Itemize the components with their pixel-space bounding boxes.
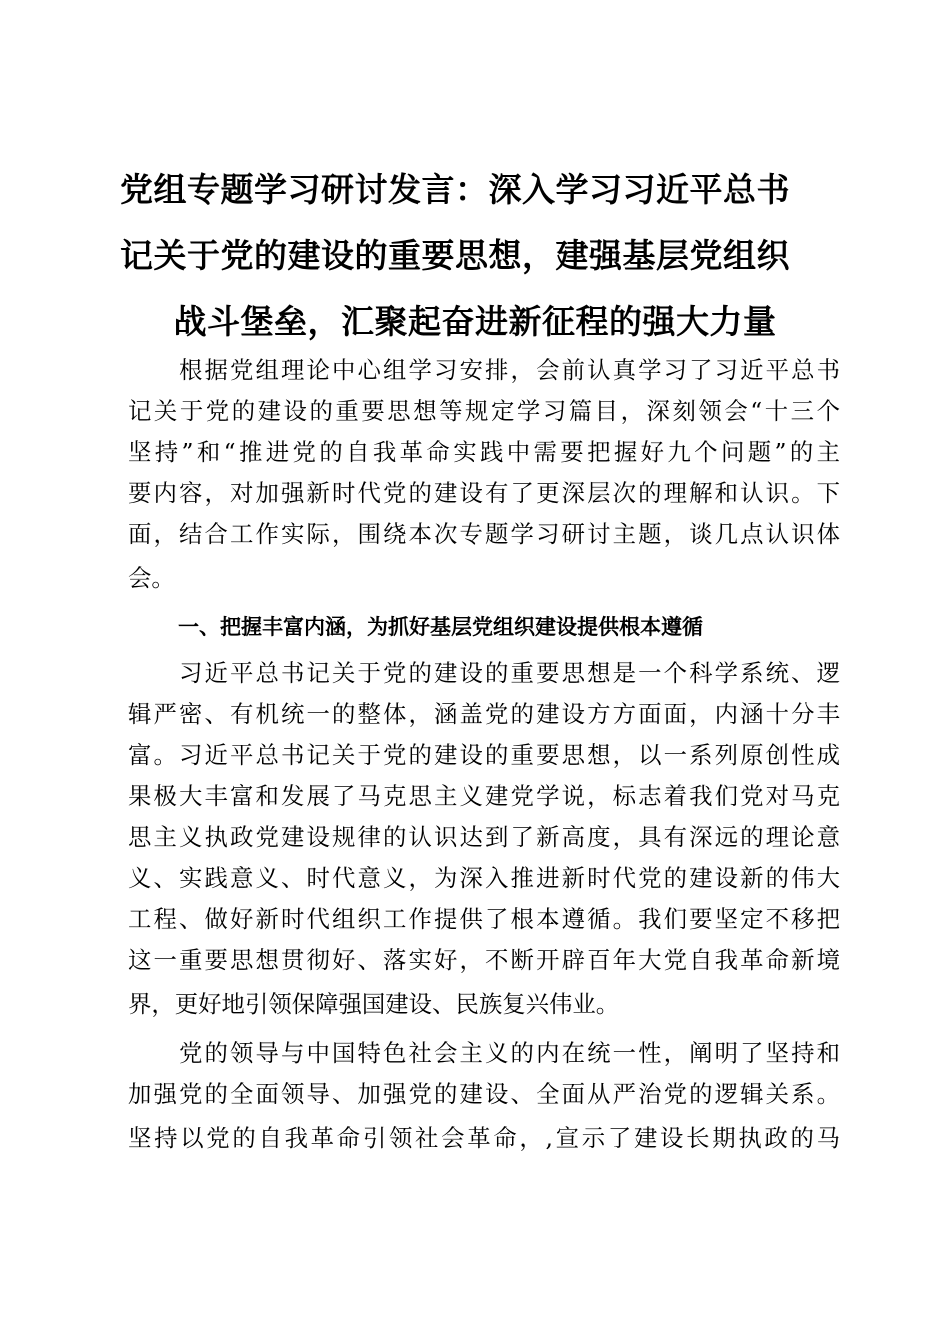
text-line: 党的领导与中国特色社会主义的内在统一性，阐明了坚持和 [128,1039,840,1067]
section-heading: 一、把握丰富内涵，为抓好基层党组织建设提供根本遵循 [178,615,703,639]
text-line: 根据党组理论中心组学习安排，会前认真学习了习近平总书 [128,356,840,384]
text-line: 记关于党的建设的重要思想等规定学习篇目，深刻领会“十三个 [128,397,840,425]
text-line: 辑严密、有机统一的整体，涵盖党的建设方方面面，内涵十分丰 [128,700,840,728]
text-line: 坚持以党的自我革命引领社会革命，,宣示了建设长期执政的马 [128,1124,840,1152]
paragraph-intro [128,350,840,601]
text-line: 坚持”和“推进党的自我革命实践中需要把握好九个问题”的主 [128,438,840,466]
text-line: 富。习近平总书记关于党的建设的重要思想，以一系列原创性成 [128,741,840,769]
text-line: 加强党的全面领导、加强党的建设、全面从严治党的逻辑关系。 [128,1080,840,1108]
title-line: 党组专题学习研讨发言：深入学习习近平总书 [120,170,790,209]
text-line: 面，结合工作实际，围绕本次专题学习研讨主题，谈几点认识体 [128,520,840,548]
document-title [120,168,830,350]
document-body [128,350,840,1161]
text-line: 要内容，对加强新时代党的建设有了更深层次的理解和认识。下 [128,479,840,507]
text-line: 果极大丰富和发展了马克思主义建党学说，标志着我们党对马克 [128,782,840,810]
text-line: 习近平总书记关于党的建设的重要思想是一个科学系统、逻 [128,659,840,687]
paragraph-section1 [128,653,840,1027]
text-line: 这一重要思想贯彻好、落实好，不断开辟百年大党自我革命新境 [128,946,840,974]
text-line: 思主义执政党建设规律的认识达到了新高度，具有深远的理论意 [128,823,840,851]
title-line: 记关于党的建设的重要思想，建强基层党组织 [120,236,790,275]
text-line: 义、实践意义、时代意义，为深入推进新时代党的建设新的伟大 [128,864,840,892]
text-line: 工程、做好新时代组织工作提供了根本遵循。我们要坚定不移把 [128,905,840,933]
title-line: 战斗堡垒，汇聚起奋进新征程的强大力量 [173,302,777,341]
text-line: 会。 [128,564,175,592]
text-line: 界，更好地引领保障强国建设、民族复兴伟业。 [128,990,620,1018]
paragraph-continued [128,1033,840,1161]
